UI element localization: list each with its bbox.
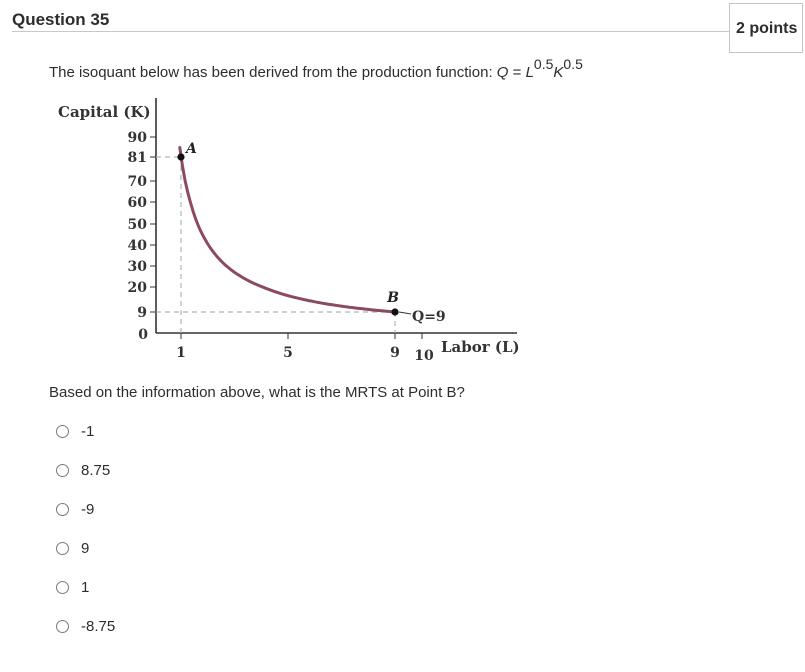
answer-option[interactable]: [56, 537, 89, 559]
answer-option[interactable]: [56, 459, 110, 481]
y-tick-label: 20: [127, 280, 147, 296]
radio-button[interactable]: [56, 542, 69, 555]
y-tick-label: 90: [127, 130, 147, 146]
question-title: Question 35: [12, 10, 110, 29]
answer-option[interactable]: [56, 498, 94, 520]
y-tick-label: 70: [127, 174, 147, 190]
y-axis-label: Capital (K): [58, 103, 151, 121]
radio-button[interactable]: [56, 425, 69, 438]
isoquant-chart: [0, 90, 560, 375]
formula-k: K: [553, 64, 564, 81]
y-tick-label: 81: [127, 150, 147, 166]
point-label: A: [186, 141, 197, 157]
y-tick-label: 60: [127, 195, 147, 211]
radio-button[interactable]: [56, 620, 69, 633]
x-tick-label: 1: [176, 345, 186, 361]
data-point: [177, 153, 184, 160]
points-label: 2 points: [736, 20, 798, 37]
answer-option[interactable]: [56, 615, 115, 637]
answer-option[interactable]: [56, 420, 94, 442]
y-tick-label: 40: [127, 238, 147, 254]
answer-option-label: 9: [81, 539, 90, 557]
answer-option-label: 1: [81, 578, 90, 596]
y-tick-label: 9: [137, 305, 147, 321]
formula-q: Q: [496, 64, 509, 81]
question-header: [0, 0, 805, 40]
radio-button[interactable]: [56, 464, 69, 477]
radio-button[interactable]: [56, 581, 69, 594]
question-stem: [49, 56, 583, 81]
answer-option[interactable]: [56, 576, 89, 598]
data-point: [391, 308, 398, 315]
formula-eq: =: [508, 64, 526, 81]
question-prompt: Based on the information above, what is the MRTS at Point B?: [49, 384, 465, 401]
x-tick-label: 10: [414, 348, 434, 364]
point-label: B: [387, 290, 399, 306]
curve-label: Q=9: [412, 309, 446, 325]
radio-button[interactable]: [56, 503, 69, 516]
x-tick-label: 5: [283, 345, 293, 361]
formula-k-exponent: 0.5: [563, 56, 583, 72]
answer-option-label: -9: [81, 500, 95, 518]
y-tick-label: 0: [138, 327, 148, 343]
header-divider: [12, 31, 729, 32]
x-tick-label: 9: [390, 345, 400, 361]
formula-l: L: [525, 64, 534, 81]
formula-l-exponent: 0.5: [533, 56, 554, 72]
curve-label-leader: [399, 312, 411, 314]
isoquant-curve: [180, 148, 395, 313]
answer-option-label: 8.75: [81, 461, 111, 479]
points-box: [729, 3, 803, 53]
answer-option-label: -8.75: [81, 617, 116, 635]
y-tick-label: 50: [127, 217, 147, 233]
y-tick-label: 30: [127, 259, 147, 275]
stem-text: The isoquant below has been derived from the production function:: [49, 64, 497, 81]
x-axis-label: Labor (L): [441, 338, 520, 356]
answer-option-label: -1: [81, 422, 95, 440]
